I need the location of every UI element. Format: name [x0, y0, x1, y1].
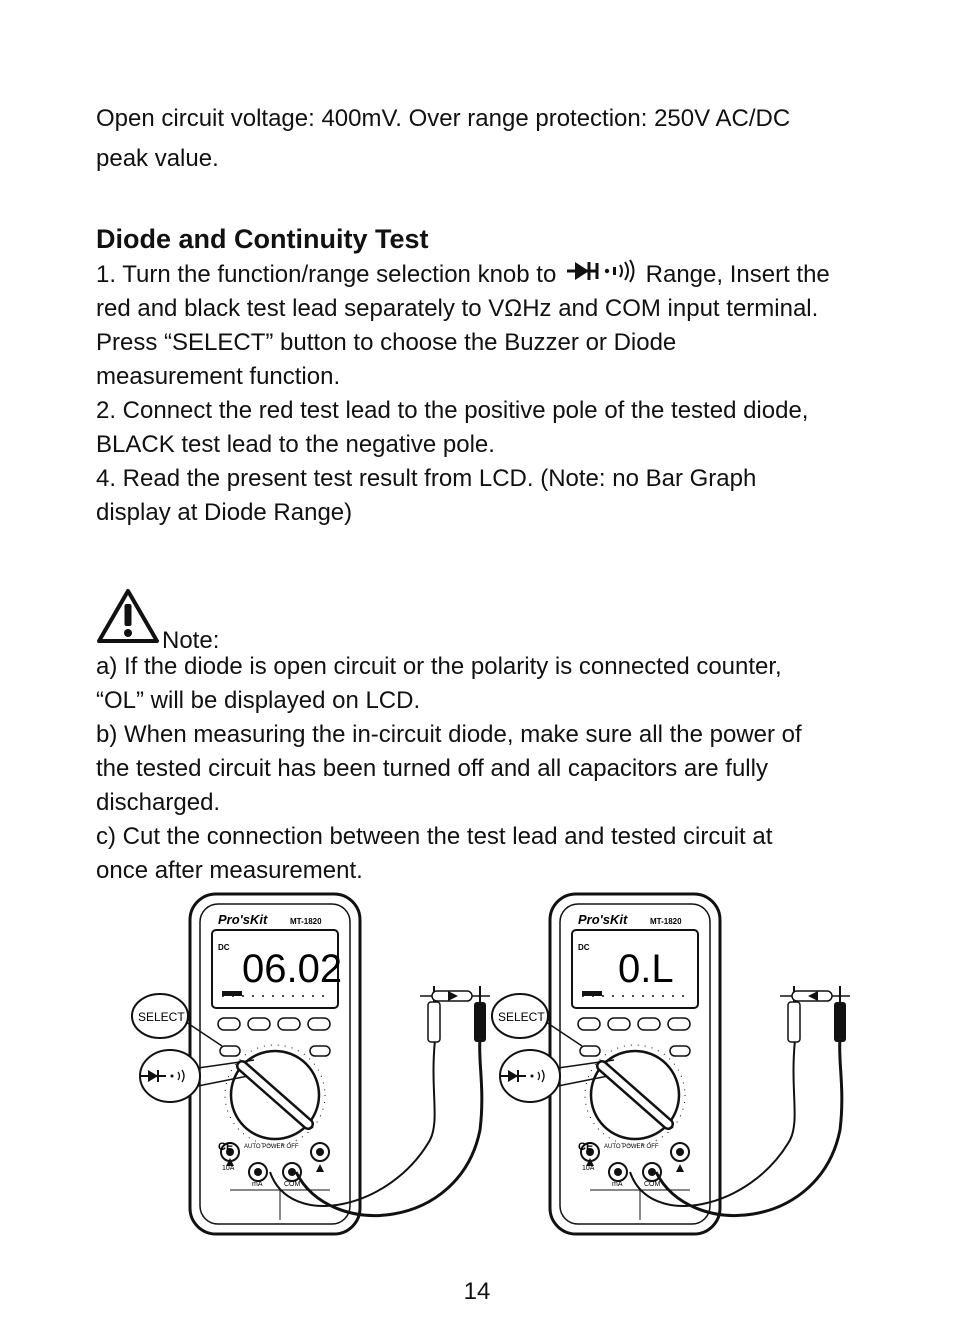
diode-buzzer-icon [567, 259, 635, 293]
right-terminal-com: COM [644, 1181, 661, 1188]
note-b-line-3: discharged. [96, 789, 221, 816]
note-c-line-1: c) Cut the connection between the test lead and tested circuit at [96, 823, 773, 850]
right-lcd-reading: 0.L [618, 947, 674, 991]
right-terminal-ma: mA [612, 1181, 623, 1188]
left-terminal-10a: 10A [222, 1165, 235, 1172]
left-brand: Pro'sKit [218, 912, 268, 927]
left-ce-mark: CE [218, 1141, 234, 1153]
left-lcd-reading: 06.02 [242, 947, 343, 991]
right-select-label: SELECT [498, 1010, 545, 1024]
step2-line-2: BLACK test lead to the negative pole. [96, 431, 495, 458]
step4-line-1: 4. Read the present test result from LCD. (Note: no Bar Graph [96, 465, 757, 492]
page-number: 14 [463, 1278, 491, 1305]
step1-text-b: Range, Insert the [645, 261, 830, 288]
step1-text-a: 1. Turn the function/range selection knob to [96, 261, 557, 288]
left-model: MT-1820 [290, 917, 322, 926]
step4-line-2: display at Diode Range) [96, 499, 353, 526]
intro-line-2: peak value. [96, 145, 219, 172]
note-heading [96, 588, 220, 654]
right-multimeter [492, 894, 850, 1234]
multimeter-figure [130, 890, 860, 1240]
left-select-label: SELECT [138, 1010, 185, 1024]
right-ce-mark: CE [578, 1141, 594, 1153]
right-auto-power-off: AUTO POWER OFF [604, 1144, 659, 1150]
right-brand: Pro'sKit [578, 912, 628, 927]
right-terminal-10a: 10A [582, 1165, 595, 1172]
note-b-line-1: b) When measuring the in-circuit diode, make sure all the power of [96, 721, 802, 748]
left-terminal-com: COM [284, 1181, 301, 1188]
warning-icon [96, 588, 160, 651]
note-a-line-2: “OL” will be displayed on LCD. [96, 687, 421, 714]
step2-line-1: 2. Connect the red test lead to the positive pole of the tested diode, [96, 397, 809, 424]
left-mode: DC [218, 943, 230, 952]
left-terminal-ma: mA [252, 1181, 263, 1188]
note-label: Note: [162, 627, 220, 654]
right-mode: DC [578, 943, 590, 952]
note-b-line-2: the tested circuit has been turned off and all capacitors are fully [96, 755, 768, 782]
note-a-line-1: a) If the diode is open circuit or the polarity is connected counter, [96, 653, 782, 680]
left-multimeter [132, 894, 490, 1234]
step1-line-5: measurement function. [96, 363, 341, 390]
section-title: Diode and Continuity Test [96, 224, 429, 254]
step1-line-1 [96, 258, 916, 293]
note-c-line-2: once after measurement. [96, 857, 363, 884]
intro-line-1: Open circuit voltage: 400mV. Over range protection: 250V AC/DC [96, 105, 791, 132]
step1-line-4: Press “SELECT” button to choose the Buzzer or Diode [96, 329, 677, 356]
right-model: MT-1820 [650, 917, 682, 926]
left-auto-power-off: AUTO POWER OFF [244, 1144, 299, 1150]
step1-line-3: red and black test lead separately to VΩHz and COM input terminal. [96, 295, 819, 322]
